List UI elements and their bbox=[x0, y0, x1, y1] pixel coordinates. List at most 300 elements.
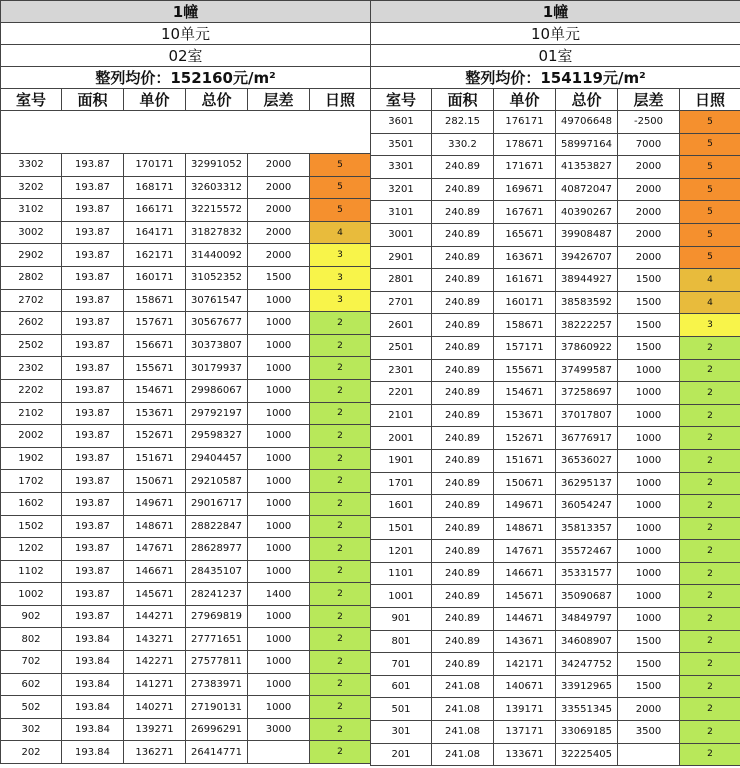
room-number-cell: 801 bbox=[371, 630, 432, 653]
total-price-cell: 38222257 bbox=[556, 314, 618, 337]
unit-price-cell: 150671 bbox=[494, 472, 556, 495]
area-cell: 240.89 bbox=[432, 404, 494, 427]
area-cell: 193.84 bbox=[62, 696, 124, 719]
room-number-cell: 3501 bbox=[371, 133, 432, 156]
sunlight-cell: 2 bbox=[310, 696, 371, 719]
unit-price-cell: 167671 bbox=[494, 201, 556, 224]
room-number-cell: 1002 bbox=[1, 583, 62, 606]
area-cell: 193.87 bbox=[62, 560, 124, 583]
sunlight-cell: 2 bbox=[680, 449, 740, 472]
sunlight-cell: 3 bbox=[310, 289, 371, 312]
total-price-cell: 29986067 bbox=[186, 379, 248, 402]
area-cell: 240.89 bbox=[432, 608, 494, 631]
sunlight-cell: 5 bbox=[310, 154, 371, 177]
total-price-cell: 30179937 bbox=[186, 357, 248, 380]
room-number-cell: 2601 bbox=[371, 314, 432, 337]
sunlight-cell: 2 bbox=[310, 470, 371, 493]
unit-price-cell: 144671 bbox=[494, 608, 556, 631]
table-row bbox=[371, 382, 740, 405]
total-price-cell: 36054247 bbox=[556, 495, 618, 518]
table-row bbox=[371, 630, 740, 653]
sunlight-cell: 2 bbox=[310, 605, 371, 628]
table-row bbox=[1, 176, 371, 199]
blank-row bbox=[1, 111, 371, 154]
total-price-cell: 33912965 bbox=[556, 675, 618, 698]
area-cell: 193.87 bbox=[62, 334, 124, 357]
area-cell: 193.87 bbox=[62, 357, 124, 380]
room-number-cell: 1602 bbox=[1, 492, 62, 515]
floor-diff-cell: 1500 bbox=[618, 314, 680, 337]
room-number-cell: 2302 bbox=[1, 357, 62, 380]
room-number-cell: 302 bbox=[1, 718, 62, 741]
room-number-cell: 2001 bbox=[371, 427, 432, 450]
sunlight-cell: 2 bbox=[680, 359, 740, 382]
room-number-cell: 1202 bbox=[1, 538, 62, 561]
unit-price-cell: 153671 bbox=[494, 404, 556, 427]
area-cell: 240.89 bbox=[432, 449, 494, 472]
table-row bbox=[1, 244, 371, 267]
unit-price-cell: 169671 bbox=[494, 178, 556, 201]
table-row bbox=[371, 721, 740, 744]
unit-price-cell: 155671 bbox=[124, 357, 186, 380]
room-number-cell: 2502 bbox=[1, 334, 62, 357]
total-price-cell: 27969819 bbox=[186, 605, 248, 628]
unit-price-cell: 139271 bbox=[124, 718, 186, 741]
floor-diff-cell: 1000 bbox=[618, 495, 680, 518]
table-row bbox=[371, 178, 740, 201]
sunlight-cell: 4 bbox=[680, 269, 740, 292]
area-cell: 240.89 bbox=[432, 178, 494, 201]
room-number-cell: 2901 bbox=[371, 246, 432, 269]
sunlight-cell: 2 bbox=[680, 472, 740, 495]
table-row bbox=[1, 266, 371, 289]
area-cell: 193.87 bbox=[62, 266, 124, 289]
sunlight-cell: 5 bbox=[310, 176, 371, 199]
unit-price-cell: 142171 bbox=[494, 653, 556, 676]
area-cell: 193.84 bbox=[62, 673, 124, 696]
floor-diff-cell: 1400 bbox=[248, 583, 310, 606]
sunlight-cell: 3 bbox=[680, 314, 740, 337]
total-price-cell: 34849797 bbox=[556, 608, 618, 631]
room-number-cell: 2501 bbox=[371, 336, 432, 359]
sunlight-cell: 4 bbox=[310, 221, 371, 244]
sunlight-cell: 2 bbox=[310, 583, 371, 606]
room-number-cell: 3302 bbox=[1, 154, 62, 177]
room-number-cell: 1102 bbox=[1, 560, 62, 583]
unit-price-cell: 145671 bbox=[494, 585, 556, 608]
total-price-cell: 28628977 bbox=[186, 538, 248, 561]
area-cell: 240.89 bbox=[432, 427, 494, 450]
area-cell: 240.89 bbox=[432, 653, 494, 676]
sunlight-cell: 2 bbox=[680, 336, 740, 359]
sunlight-cell: 2 bbox=[680, 698, 740, 721]
area-cell: 193.87 bbox=[62, 492, 124, 515]
sunlight-cell: 5 bbox=[680, 246, 740, 269]
room-number-cell: 2101 bbox=[371, 404, 432, 427]
table-row bbox=[371, 359, 740, 382]
unit-price-cell: 178671 bbox=[494, 133, 556, 156]
total-price-cell: 35813357 bbox=[556, 517, 618, 540]
area-cell: 241.08 bbox=[432, 675, 494, 698]
total-price-cell: 27577811 bbox=[186, 651, 248, 674]
floor-diff-cell: 1000 bbox=[248, 470, 310, 493]
room-number-cell: 902 bbox=[1, 605, 62, 628]
sunlight-cell: 2 bbox=[310, 515, 371, 538]
sunlight-cell: 2 bbox=[680, 382, 740, 405]
room-number-cell: 1101 bbox=[371, 562, 432, 585]
unit-price-cell: 140671 bbox=[494, 675, 556, 698]
room-number-cell: 3202 bbox=[1, 176, 62, 199]
unit-price-cell: 151671 bbox=[494, 449, 556, 472]
sunlight-cell: 5 bbox=[680, 111, 740, 134]
unit-price-cell: 160171 bbox=[494, 291, 556, 314]
floor-diff-cell: 2000 bbox=[618, 223, 680, 246]
table-row bbox=[371, 472, 740, 495]
unit-price-cell: 157171 bbox=[494, 336, 556, 359]
sunlight-cell: 2 bbox=[310, 673, 371, 696]
floor-diff-cell: 1000 bbox=[618, 404, 680, 427]
room-number-cell: 602 bbox=[1, 673, 62, 696]
floor-diff-cell: 1000 bbox=[248, 492, 310, 515]
sunlight-cell: 2 bbox=[680, 608, 740, 631]
table-row bbox=[371, 427, 740, 450]
unit-price-cell: 176171 bbox=[494, 111, 556, 134]
table-row bbox=[1, 583, 371, 606]
unit-price-cell: 154671 bbox=[124, 379, 186, 402]
total-price-cell: 32603312 bbox=[186, 176, 248, 199]
total-price-cell: 31827832 bbox=[186, 221, 248, 244]
room-number-cell: 3601 bbox=[371, 111, 432, 134]
floor-diff-cell: 1500 bbox=[618, 675, 680, 698]
floor-diff-cell: 1000 bbox=[248, 560, 310, 583]
floor-diff-cell: 1000 bbox=[248, 447, 310, 470]
sunlight-cell: 2 bbox=[680, 540, 740, 563]
total-price-cell: 38944927 bbox=[556, 269, 618, 292]
room-number-cell: 2002 bbox=[1, 425, 62, 448]
floor-diff-cell: 2000 bbox=[618, 698, 680, 721]
total-price-cell: 31052352 bbox=[186, 266, 248, 289]
sunlight-cell: 2 bbox=[680, 427, 740, 450]
table-row bbox=[371, 404, 740, 427]
total-price-cell: 28241237 bbox=[186, 583, 248, 606]
total-price-cell: 26414771 bbox=[186, 741, 248, 764]
table-row bbox=[371, 743, 740, 766]
table-row bbox=[1, 221, 371, 244]
room-number-cell: 502 bbox=[1, 696, 62, 719]
floor-diff-cell: 2000 bbox=[248, 199, 310, 222]
room-number-cell: 2602 bbox=[1, 312, 62, 335]
total-price-cell: 29210587 bbox=[186, 470, 248, 493]
table-row bbox=[1, 515, 371, 538]
sunlight-cell: 2 bbox=[680, 495, 740, 518]
floor-diff-cell: 1000 bbox=[248, 379, 310, 402]
room-number-cell: 1502 bbox=[1, 515, 62, 538]
room-number-cell: 2201 bbox=[371, 382, 432, 405]
total-price-cell: 41353827 bbox=[556, 156, 618, 179]
room-number-cell: 2802 bbox=[1, 266, 62, 289]
table-row bbox=[1, 628, 371, 651]
unit-price-cell: 162171 bbox=[124, 244, 186, 267]
average-price: 整列均价：152160元/m² bbox=[1, 67, 371, 89]
sunlight-cell: 2 bbox=[310, 357, 371, 380]
average-price: 整列均价：154119元/m² bbox=[371, 67, 740, 89]
table-room-01 bbox=[370, 0, 740, 766]
total-price-cell: 30567677 bbox=[186, 312, 248, 335]
total-price-cell: 27190131 bbox=[186, 696, 248, 719]
floor-diff-cell: 2000 bbox=[248, 244, 310, 267]
unit-price-cell: 153671 bbox=[124, 402, 186, 425]
floor-diff-cell: 1000 bbox=[248, 628, 310, 651]
unit-price-cell: 166171 bbox=[124, 199, 186, 222]
area-cell: 240.89 bbox=[432, 495, 494, 518]
total-price-cell: 39426707 bbox=[556, 246, 618, 269]
floor-diff-cell: 2000 bbox=[248, 176, 310, 199]
column-header: 面积 bbox=[432, 89, 494, 111]
area-cell: 193.84 bbox=[62, 628, 124, 651]
room-number-cell: 601 bbox=[371, 675, 432, 698]
unit-price-cell: 140271 bbox=[124, 696, 186, 719]
floor-diff-cell: 1000 bbox=[618, 562, 680, 585]
column-header: 面积 bbox=[62, 89, 124, 111]
area-cell: 193.84 bbox=[62, 718, 124, 741]
unit-price-cell: 170171 bbox=[124, 154, 186, 177]
column-header: 日照 bbox=[680, 89, 740, 111]
area-cell: 193.87 bbox=[62, 515, 124, 538]
total-price-cell: 58997164 bbox=[556, 133, 618, 156]
room-number-cell: 1501 bbox=[371, 517, 432, 540]
table-row bbox=[1, 447, 371, 470]
sunlight-cell: 2 bbox=[680, 630, 740, 653]
table-row bbox=[371, 698, 740, 721]
total-price-cell: 32215572 bbox=[186, 199, 248, 222]
unit-price-cell: 147671 bbox=[494, 540, 556, 563]
floor-diff-cell: 2000 bbox=[618, 156, 680, 179]
unit-price-cell: 141271 bbox=[124, 673, 186, 696]
table-row bbox=[371, 246, 740, 269]
area-cell: 193.87 bbox=[62, 289, 124, 312]
floor-diff-cell: 1500 bbox=[618, 630, 680, 653]
total-price-cell: 33069185 bbox=[556, 721, 618, 744]
total-price-cell: 35572467 bbox=[556, 540, 618, 563]
building-title: 1幢 bbox=[1, 1, 371, 23]
floor-diff-cell: 1000 bbox=[618, 359, 680, 382]
unit-price-cell: 163671 bbox=[494, 246, 556, 269]
table-row bbox=[371, 653, 740, 676]
sunlight-cell: 3 bbox=[310, 244, 371, 267]
room-number-cell: 3001 bbox=[371, 223, 432, 246]
floor-diff-cell: 3500 bbox=[618, 721, 680, 744]
floor-diff-cell: 1500 bbox=[618, 653, 680, 676]
sunlight-cell: 5 bbox=[680, 133, 740, 156]
floor-diff-cell bbox=[248, 741, 310, 764]
sunlight-cell: 5 bbox=[680, 201, 740, 224]
total-price-cell: 37499587 bbox=[556, 359, 618, 382]
total-price-cell: 28435107 bbox=[186, 560, 248, 583]
floor-diff-cell: 1500 bbox=[248, 266, 310, 289]
area-cell: 240.89 bbox=[432, 314, 494, 337]
table-row bbox=[371, 133, 740, 156]
table-row bbox=[1, 651, 371, 674]
area-cell: 193.87 bbox=[62, 379, 124, 402]
sunlight-cell: 2 bbox=[310, 402, 371, 425]
area-cell: 193.87 bbox=[62, 605, 124, 628]
total-price-cell: 27383971 bbox=[186, 673, 248, 696]
table-row bbox=[371, 269, 740, 292]
area-cell: 240.89 bbox=[432, 291, 494, 314]
unit-price-cell: 152671 bbox=[494, 427, 556, 450]
floor-diff-cell: 3000 bbox=[248, 718, 310, 741]
sunlight-cell: 2 bbox=[310, 425, 371, 448]
floor-diff-cell: 2000 bbox=[618, 178, 680, 201]
room-number-cell: 1601 bbox=[371, 495, 432, 518]
total-price-cell: 32991052 bbox=[186, 154, 248, 177]
area-cell: 282.15 bbox=[432, 111, 494, 134]
column-header: 单价 bbox=[494, 89, 556, 111]
unit-price-cell: 148671 bbox=[494, 517, 556, 540]
floor-diff-cell: 1000 bbox=[248, 538, 310, 561]
table-row bbox=[371, 449, 740, 472]
sunlight-cell: 2 bbox=[680, 675, 740, 698]
unit-title: 10单元 bbox=[371, 23, 740, 45]
column-header: 日照 bbox=[310, 89, 371, 111]
unit-price-cell: 158671 bbox=[124, 289, 186, 312]
sunlight-cell: 2 bbox=[310, 312, 371, 335]
total-price-cell: 35331577 bbox=[556, 562, 618, 585]
total-price-cell: 29404457 bbox=[186, 447, 248, 470]
sunlight-cell: 2 bbox=[680, 562, 740, 585]
total-price-cell: 49706648 bbox=[556, 111, 618, 134]
area-cell: 240.89 bbox=[432, 269, 494, 292]
area-cell: 193.87 bbox=[62, 538, 124, 561]
unit-price-cell: 142271 bbox=[124, 651, 186, 674]
unit-price-cell: 143671 bbox=[494, 630, 556, 653]
floor-diff-cell: 1000 bbox=[248, 334, 310, 357]
sunlight-cell: 2 bbox=[680, 653, 740, 676]
area-cell: 240.89 bbox=[432, 359, 494, 382]
table-row bbox=[1, 673, 371, 696]
floor-diff-cell: 1000 bbox=[618, 449, 680, 472]
room-number-cell: 202 bbox=[1, 741, 62, 764]
total-price-cell: 26996291 bbox=[186, 718, 248, 741]
unit-price-cell: 149671 bbox=[494, 495, 556, 518]
unit-price-cell: 133671 bbox=[494, 743, 556, 766]
area-cell: 193.84 bbox=[62, 741, 124, 764]
room-number-cell: 201 bbox=[371, 743, 432, 766]
table-row bbox=[1, 492, 371, 515]
total-price-cell: 37258697 bbox=[556, 382, 618, 405]
total-price-cell: 36776917 bbox=[556, 427, 618, 450]
total-price-cell: 36295137 bbox=[556, 472, 618, 495]
room-number-cell: 802 bbox=[1, 628, 62, 651]
total-price-cell: 29792197 bbox=[186, 402, 248, 425]
total-price-cell: 34608907 bbox=[556, 630, 618, 653]
room-title: 02室 bbox=[1, 45, 371, 67]
floor-diff-cell: 1500 bbox=[618, 291, 680, 314]
unit-price-cell: 150671 bbox=[124, 470, 186, 493]
room-number-cell: 2102 bbox=[1, 402, 62, 425]
table-row bbox=[1, 696, 371, 719]
table-row bbox=[371, 540, 740, 563]
total-price-cell: 30761547 bbox=[186, 289, 248, 312]
floor-diff-cell: 1000 bbox=[248, 696, 310, 719]
area-cell: 240.89 bbox=[432, 540, 494, 563]
area-cell: 193.87 bbox=[62, 154, 124, 177]
room-number-cell: 2701 bbox=[371, 291, 432, 314]
area-cell: 240.89 bbox=[432, 382, 494, 405]
column-header: 层差 bbox=[618, 89, 680, 111]
sunlight-cell: 5 bbox=[310, 199, 371, 222]
room-number-cell: 2301 bbox=[371, 359, 432, 382]
table-row bbox=[371, 562, 740, 585]
unit-price-cell: 151671 bbox=[124, 447, 186, 470]
table-row bbox=[1, 154, 371, 177]
floor-diff-cell: 1000 bbox=[248, 515, 310, 538]
unit-price-cell: 146671 bbox=[124, 560, 186, 583]
column-header: 单价 bbox=[124, 89, 186, 111]
total-price-cell: 31440092 bbox=[186, 244, 248, 267]
room-number-cell: 1702 bbox=[1, 470, 62, 493]
room-number-cell: 2902 bbox=[1, 244, 62, 267]
table-row bbox=[371, 201, 740, 224]
floor-diff-cell: 1000 bbox=[618, 540, 680, 563]
table-row bbox=[371, 223, 740, 246]
floor-diff-cell bbox=[618, 743, 680, 766]
area-cell: 240.89 bbox=[432, 156, 494, 179]
area-cell: 193.87 bbox=[62, 176, 124, 199]
table-row bbox=[1, 312, 371, 335]
room-number-cell: 1901 bbox=[371, 449, 432, 472]
floor-diff-cell: 2000 bbox=[618, 246, 680, 269]
column-headers bbox=[371, 89, 740, 111]
sunlight-cell: 2 bbox=[310, 492, 371, 515]
table-row bbox=[371, 336, 740, 359]
sunlight-cell: 2 bbox=[680, 721, 740, 744]
floor-diff-cell: 1000 bbox=[248, 312, 310, 335]
room-number-cell: 701 bbox=[371, 653, 432, 676]
floor-diff-cell: 1500 bbox=[618, 269, 680, 292]
room-title: 01室 bbox=[371, 45, 740, 67]
total-price-cell: 35090687 bbox=[556, 585, 618, 608]
floor-diff-cell: 1000 bbox=[248, 402, 310, 425]
total-price-cell: 39908487 bbox=[556, 223, 618, 246]
floor-diff-cell: 1000 bbox=[618, 517, 680, 540]
room-number-cell: 702 bbox=[1, 651, 62, 674]
column-header: 室号 bbox=[371, 89, 432, 111]
column-header: 室号 bbox=[1, 89, 62, 111]
unit-price-cell: 146671 bbox=[494, 562, 556, 585]
table-row bbox=[1, 605, 371, 628]
room-number-cell: 2202 bbox=[1, 379, 62, 402]
sunlight-cell: 2 bbox=[310, 651, 371, 674]
floor-diff-cell: 2000 bbox=[248, 221, 310, 244]
sunlight-cell: 2 bbox=[310, 718, 371, 741]
table-row bbox=[1, 379, 371, 402]
room-number-cell: 3102 bbox=[1, 199, 62, 222]
building-title: 1幢 bbox=[371, 1, 740, 23]
total-price-cell: 40390267 bbox=[556, 201, 618, 224]
unit-price-cell: 156671 bbox=[124, 334, 186, 357]
sunlight-cell: 2 bbox=[310, 334, 371, 357]
table-row bbox=[1, 199, 371, 222]
unit-price-cell: 145671 bbox=[124, 583, 186, 606]
unit-price-cell: 139171 bbox=[494, 698, 556, 721]
table-row bbox=[1, 402, 371, 425]
total-price-cell: 37860922 bbox=[556, 336, 618, 359]
table-row bbox=[1, 560, 371, 583]
area-cell: 241.08 bbox=[432, 721, 494, 744]
unit-price-cell: 171671 bbox=[494, 156, 556, 179]
table-row bbox=[371, 585, 740, 608]
